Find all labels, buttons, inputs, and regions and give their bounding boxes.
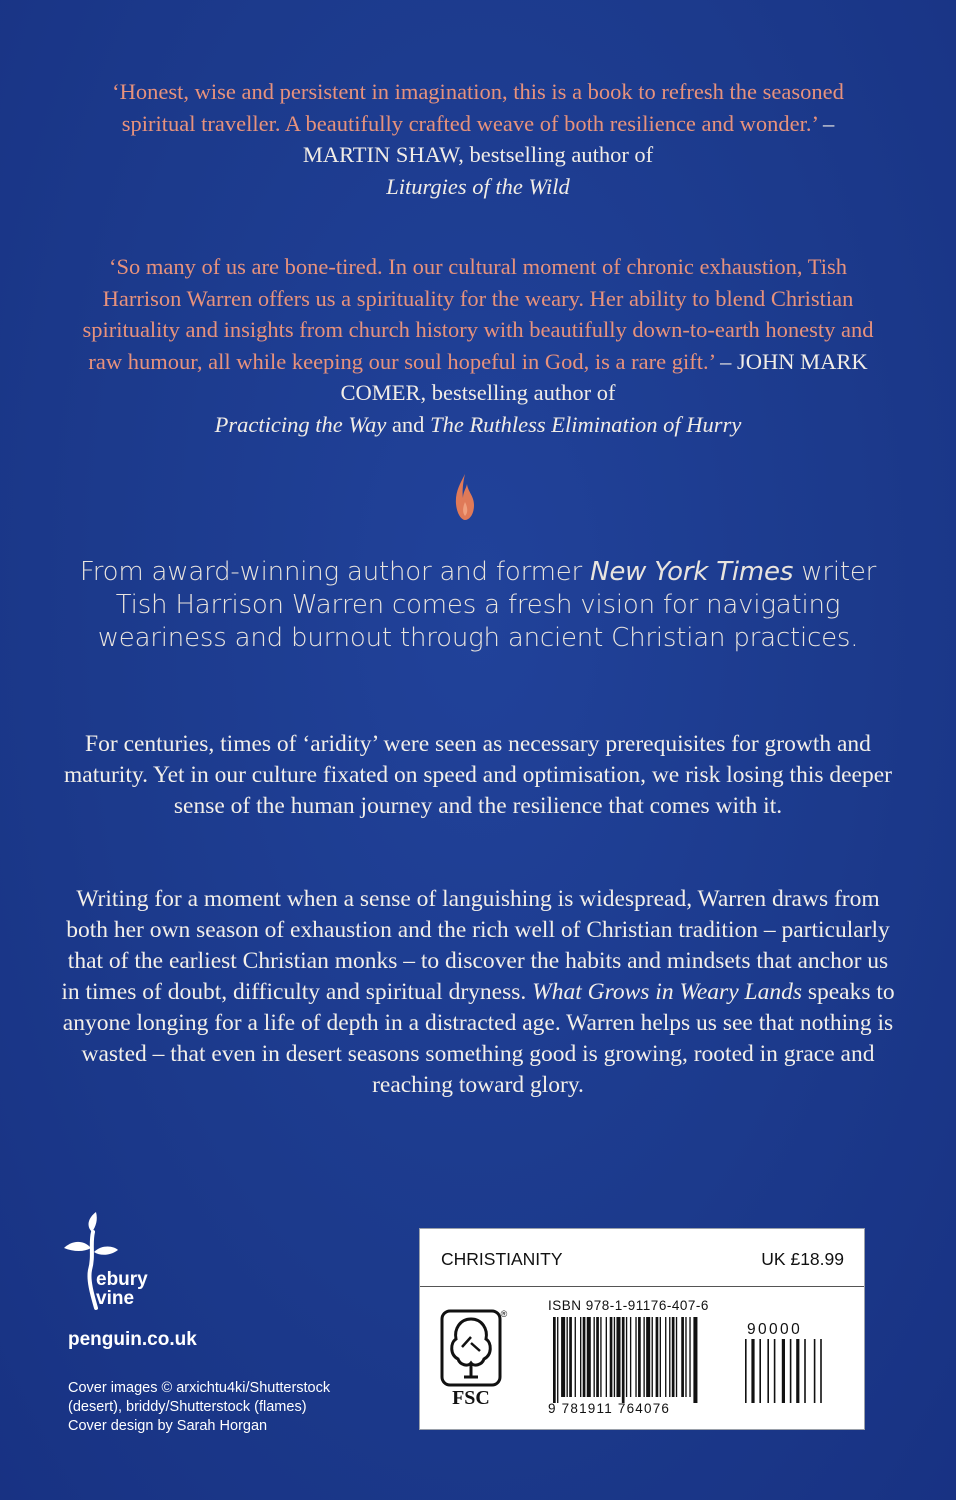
barcode-addon-bar xyxy=(796,1339,799,1403)
barcode-addon-bar xyxy=(767,1339,769,1403)
barcode-bar xyxy=(587,1317,591,1397)
barcode-bar xyxy=(676,1317,677,1397)
barcode-addon-bar xyxy=(751,1339,754,1403)
barcode-bar xyxy=(638,1317,641,1397)
cover-credits xyxy=(68,1379,368,1436)
barcode-bar xyxy=(600,1317,601,1397)
quote-book-title: Practicing the Way xyxy=(214,411,387,437)
barcode-bar xyxy=(656,1317,659,1397)
quote-book-title: Liturgies of the Wild xyxy=(386,173,570,199)
barcode-bar xyxy=(610,1317,613,1397)
quote-attribution: – JOHN MARK COMER, bestselling author of xyxy=(340,348,868,405)
barcode-ean-digits: 9 781911 764076 xyxy=(548,1401,671,1416)
logo-line-2: vine xyxy=(96,1288,135,1309)
quote-text: ‘Honest, wise and persistent in imagination, this is a book to refresh the seasoned spiritual traveller. A beautifully crafted weave of both resilience and wonder.’ xyxy=(112,79,844,136)
publisher-website[interactable]: penguin.co.uk xyxy=(68,1329,197,1350)
quote-book-title-2: The Ruthless Elimination of Hurry xyxy=(430,411,742,437)
barcode-bar xyxy=(569,1317,572,1397)
barcode-header xyxy=(420,1229,864,1287)
barcode-bar xyxy=(652,1317,653,1397)
barcode-bar xyxy=(665,1317,666,1397)
lead-italic: New York Times xyxy=(590,557,794,587)
credit-line: Cover design by Sarah Horgan xyxy=(68,1418,268,1434)
barcode-addon-bar xyxy=(745,1339,747,1403)
quote-joiner: and xyxy=(386,411,431,437)
barcode-bar xyxy=(635,1317,636,1397)
barcode-addon-bar xyxy=(804,1339,806,1403)
barcode-bar xyxy=(616,1317,620,1397)
barcode-addon-bar xyxy=(774,1339,776,1403)
barcode-addon-bar xyxy=(759,1339,761,1403)
fsc-label: FSC xyxy=(452,1387,490,1407)
barcode-bar xyxy=(567,1317,568,1397)
flame-icon xyxy=(454,472,476,522)
lead-text-1: From award-winning author and former xyxy=(79,557,591,587)
barcode-bar xyxy=(614,1317,615,1397)
barcode-bar xyxy=(693,1317,697,1403)
para2-text-2: speaks to anyone longing for a life of depth in a distracted age. Warren helps us see that nothing is wasted – that even in desert seasons something good is growing, rooted in grace and reaching toward glory. xyxy=(62,979,895,1098)
barcode-addon-bar xyxy=(820,1339,822,1403)
barcode-bar xyxy=(630,1317,631,1397)
quote-text: ‘So many of us are bone-tired. In our cultural moment of chronic exhaustion, Tish Harrison Warren offers us a spirituality for the weary. Her ability to blend Christian spirituality and insights from church history with beautifully down-to-earth honesty and raw humour, all while keeping our soul hopeful in God, is a rare gift.’ xyxy=(82,254,874,374)
para2-text-1: Writing for a moment when a sense of languishing is widespread, Warren draws from both her own season of exhaustion and the rich well of Christian tradition – particularly that of the earliest Christian monks – to discover the habits and mindsets that anchor us in times of doubt, difficulty and spiritual dryness. xyxy=(61,886,890,1005)
barcode-bar xyxy=(594,1317,595,1397)
barcode-bar xyxy=(681,1317,684,1397)
endorsement-quote-comer xyxy=(80,251,876,440)
barcode-bar xyxy=(660,1317,661,1397)
barcode-addon-digits: 90000 xyxy=(747,1321,803,1338)
quote-attribution: – MARTIN SHAW, bestselling author of xyxy=(302,110,835,167)
barcode-bar xyxy=(596,1317,599,1397)
barcode-addon-bar xyxy=(782,1339,785,1403)
credit-line: (desert), briddy/Shutterstock (flames) xyxy=(68,1399,307,1415)
para2-book-title: What Grows in Weary Lands xyxy=(532,979,802,1005)
barcode-bar xyxy=(646,1317,650,1397)
barcode-bar xyxy=(643,1317,644,1397)
endorsement-quote-shaw xyxy=(80,76,876,202)
barcode-bar xyxy=(622,1317,625,1403)
isbn-number: ISBN 978-1-91176-407-6 xyxy=(548,1298,709,1313)
lead-text-2: writer Tish Harrison Warren comes a fresh vision for navigating weariness and burnout through ancient Christian practices. xyxy=(97,557,877,653)
book-category: CHRISTIANITY xyxy=(441,1249,563,1269)
barcode-bar xyxy=(626,1317,627,1397)
blurb-paragraph-1: For centuries, times of ‘aridity’ were seen as necessary prerequisites for growth and maturity. Yet in our culture fixated on speed and optimisation, we risk losing this deeper sense of the human journey and the resilience that comes with it. xyxy=(63,731,892,819)
barcode-bar xyxy=(575,1317,576,1397)
barcode-bar xyxy=(583,1317,586,1397)
barcode-bar xyxy=(689,1317,690,1397)
book-price: UK £18.99 xyxy=(761,1249,844,1269)
publisher-logo-text xyxy=(96,1270,148,1308)
blurb-lead xyxy=(60,556,896,655)
barcode-bar xyxy=(557,1317,558,1403)
logo-line-1: ebury xyxy=(96,1269,148,1290)
barcode-bar xyxy=(669,1317,670,1397)
fsc-registered-mark: ® xyxy=(500,1309,508,1319)
blurb-paragraph-2 xyxy=(60,884,896,1101)
fsc-logo-icon xyxy=(438,1307,510,1407)
barcode-addon-bar xyxy=(790,1339,792,1403)
barcode-addon-bar xyxy=(814,1339,816,1403)
barcode-panel xyxy=(419,1228,865,1430)
barcode-bar xyxy=(685,1317,686,1397)
barcode-bar xyxy=(553,1317,556,1403)
barcode-bar xyxy=(672,1317,675,1397)
barcode-bar xyxy=(580,1317,581,1397)
credit-line: Cover images © arxichtu4ki/Shutterstock xyxy=(68,1380,331,1396)
barcode-bar xyxy=(561,1317,565,1397)
barcode-bar xyxy=(606,1317,607,1397)
